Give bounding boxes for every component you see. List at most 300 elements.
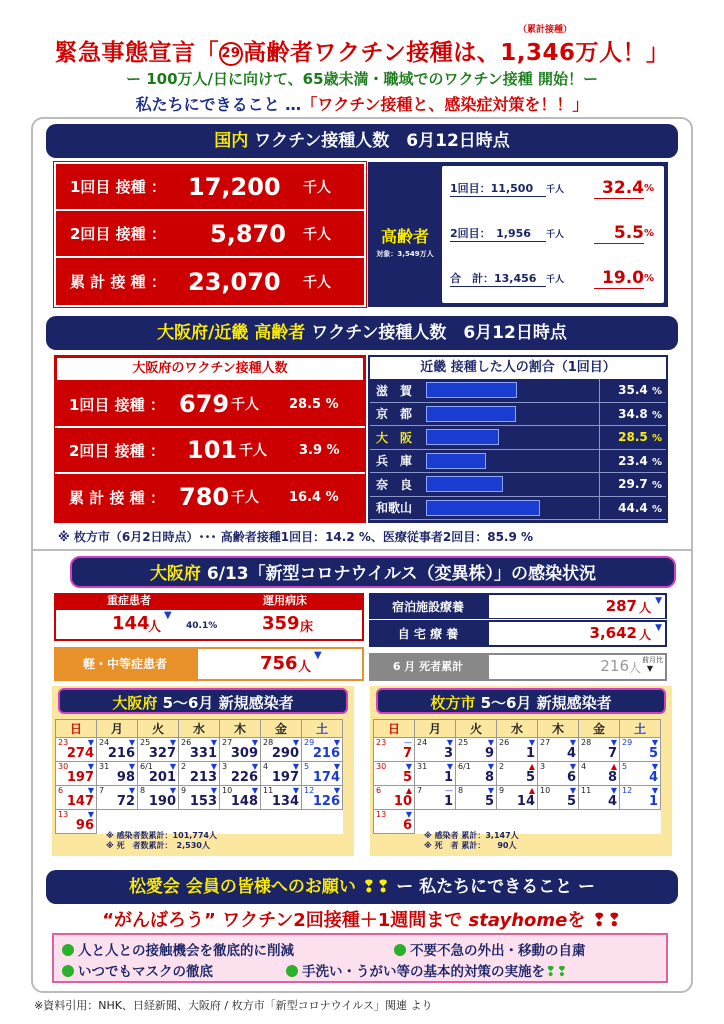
slogan: [52, 906, 672, 932]
osaka-vax-row-value: 679: [179, 390, 230, 418]
day-number: 30: [376, 762, 387, 771]
up-arrow-icon: ▲: [528, 762, 535, 771]
elderly-row-1: [442, 166, 664, 211]
day-case-count: 153: [189, 794, 217, 809]
day-number: 10: [222, 786, 233, 795]
domestic-row-1: [56, 164, 364, 211]
day-case-count: 5: [566, 794, 576, 809]
kinki-pct-unit: %: [651, 503, 662, 515]
calendar-day: [538, 738, 579, 762]
day-number: 24: [417, 738, 428, 747]
domestic-title-rest: ワクチン接種人数 6月12日時点: [254, 131, 510, 151]
down-arrow-icon: ▼: [487, 738, 494, 747]
kinki-row: [370, 450, 666, 474]
day-number: 2: [181, 762, 187, 771]
osaka-vax-row-label: 1回目 接種 ：: [69, 395, 165, 414]
down-arrow-icon: ▼: [169, 738, 176, 747]
headline-pre: 緊急事態宣言「: [54, 40, 219, 66]
down-arrow-icon: ▼: [651, 738, 658, 747]
day-number: 25: [458, 738, 469, 747]
kinki-bar: [426, 382, 517, 398]
domestic-row-unit: 千人: [303, 226, 331, 243]
down-arrow-icon: ▼: [292, 762, 299, 771]
calendar-day: [415, 762, 456, 786]
kinki-bar-track: [426, 473, 600, 496]
down-arrow-icon: ▼: [87, 786, 94, 795]
osaka-vax-row-unit: 千人: [231, 397, 259, 413]
empty-cell: [97, 810, 138, 834]
day-number: 29: [622, 738, 633, 747]
elderly-row-label: 2回目： 1,956: [450, 225, 546, 242]
slogan-italic: stayhome: [468, 910, 568, 931]
mild-unit: 人: [298, 660, 312, 675]
osaka-vax-row-unit: 千人: [239, 443, 267, 459]
empty-cell: [302, 810, 343, 834]
headline-post: 高齢者ワクチン接種は、1,346万人！」: [242, 40, 670, 66]
domestic-row-value: 23,070: [188, 267, 281, 296]
severe-value: 144: [112, 613, 150, 634]
request-item: [286, 960, 568, 980]
kinki-pref-label: 奈 良: [376, 477, 413, 492]
weekday-header: 金: [261, 720, 302, 738]
elderly-row-pct: 19.0: [594, 268, 644, 289]
day-case-count: 309: [230, 746, 258, 761]
osaka-cal-title-yellow: 大阪府: [112, 694, 158, 712]
day-number: 6: [376, 786, 382, 795]
day-number: 11: [581, 786, 592, 795]
calendar-day: [620, 786, 661, 810]
hirakata-calendar: [373, 719, 661, 834]
mild-panel: [54, 647, 364, 681]
day-case-count: 148: [230, 794, 258, 809]
request-item: [62, 939, 294, 959]
day-case-count: 126: [312, 794, 340, 809]
kinki-pref-label: 和歌山: [376, 501, 413, 516]
weekday-header: 月: [97, 720, 138, 738]
osaka-cal-title: [58, 688, 348, 714]
calendar-day: [138, 762, 179, 786]
weekday-header: 水: [179, 720, 220, 738]
weekday-header: 金: [579, 720, 620, 738]
down-arrow-icon: ▼: [128, 738, 135, 747]
empty-cell: [138, 810, 179, 834]
down-arrow-icon: ▼: [164, 610, 172, 621]
hirakata-cal-title-yellow: 枚方市: [430, 694, 476, 712]
domestic-row-label: 1回目 接種 ：: [70, 178, 166, 196]
day-case-count: 8: [484, 770, 494, 785]
calendar-day: [497, 738, 538, 762]
weekday-header: 土: [302, 720, 343, 738]
cumulative-note: （累計接種）: [518, 25, 573, 35]
kinki-pct: 34.8 %: [618, 406, 662, 421]
slogan-pre: “がんばろう” ワクチン2回接種＋1週間まで: [102, 910, 463, 931]
kinki-bar: [426, 429, 499, 445]
day-number: 28: [581, 738, 592, 747]
calendar-day: [456, 738, 497, 762]
day-case-count: 7: [607, 746, 617, 761]
bullet-icon: [394, 944, 406, 956]
kinki-row: [370, 497, 666, 521]
down-arrow-icon: ▼: [314, 650, 322, 661]
day-case-count: 134: [271, 794, 299, 809]
day-number: 23: [376, 738, 387, 747]
exclamation-icon: ❢❢: [361, 877, 391, 897]
elderly-row-label: 1回目：11,500: [450, 180, 546, 197]
day-number: 12: [304, 786, 315, 795]
domestic-row-value: 17,200: [188, 172, 281, 201]
day-case-count: 331: [189, 746, 217, 761]
osaka-vax-row-value: 101: [187, 436, 238, 464]
kinki-bar: [426, 453, 486, 469]
osaka-vax-panel: [54, 355, 366, 523]
day-case-count: 216: [107, 746, 135, 761]
down-arrow-icon: ▼: [87, 762, 94, 771]
osaka-vax-title-yellow: 大阪府/近畿 高齢者: [157, 323, 306, 343]
request-list: [52, 933, 668, 983]
kinki-pct-unit: %: [651, 456, 662, 468]
osaka-calendar: [55, 719, 343, 834]
source-note: ※資料引用：NHK、日経新聞、大阪府 / 枚方市「新型コロナウイルス」関連 より: [34, 999, 433, 1012]
down-arrow-icon: ▼: [655, 623, 662, 633]
kinki-bar-track: [426, 497, 600, 520]
request-item-text: 人と人との接触機会を徹底的に削減: [78, 943, 294, 959]
calendar-day: [374, 786, 415, 810]
day-number: 27: [222, 738, 233, 747]
down-arrow-icon: ▼: [251, 786, 258, 795]
elderly-label-wrap: [372, 224, 438, 259]
down-arrow-icon: ▼: [405, 810, 412, 819]
domestic-row-label: 累 計 接 種 ：: [70, 273, 166, 291]
day-case-count: 5: [484, 794, 494, 809]
day-number: 31: [99, 762, 110, 771]
kinki-bar: [426, 500, 540, 516]
hirakata-cal-note-cases: ※ 感染者 累計：3,147人: [424, 831, 519, 840]
calendar-day: [97, 786, 138, 810]
calendar-day: [220, 762, 261, 786]
down-arrow-icon: ▼: [333, 762, 340, 771]
day-number: 8: [140, 786, 146, 795]
osaka-vax-row-2: [55, 428, 365, 474]
calendar-day: [415, 786, 456, 810]
deaths-panel: [369, 653, 667, 681]
down-arrow-icon: ▼: [569, 786, 576, 795]
osaka-vax-row-unit: 千人: [231, 490, 259, 506]
osaka-cal-note-deaths: ※ 死 者数累計： 2,530人: [106, 841, 210, 850]
up-arrow-icon: ▲: [528, 786, 535, 795]
elderly-row-pct: 5.5: [594, 223, 644, 244]
calendar-day: [97, 738, 138, 762]
slogan-post: を: [567, 910, 586, 931]
kinki-bar: [426, 406, 516, 422]
calendar-day: [497, 762, 538, 786]
deaths-value-box: [489, 655, 665, 679]
elderly-row-pct-unit: %: [644, 228, 655, 239]
infection-title-rest: 6/13「新型コロナウイルス（変異株）」の感染状況: [206, 564, 597, 584]
calendar-day: [456, 786, 497, 810]
day-case-count: 1: [648, 794, 658, 809]
day-case-count: 5: [648, 746, 658, 761]
calendar-day: [538, 762, 579, 786]
domestic-row-value: 5,870: [210, 219, 286, 248]
down-arrow-icon: ▼: [210, 738, 217, 747]
kinki-bar-track: [426, 379, 600, 402]
hotel-value: 287: [605, 596, 637, 615]
day-case-count: 274: [66, 746, 94, 761]
day-number: 26: [181, 738, 192, 747]
severe-unit: 人: [148, 620, 162, 635]
home-value: 3,642: [589, 624, 637, 642]
day-case-count: 197: [66, 770, 94, 785]
kinki-pct: 35.4 %: [618, 383, 662, 398]
calendar-day: [261, 738, 302, 762]
weekday-header: 日: [374, 720, 415, 738]
calendar-day: [579, 762, 620, 786]
beds-value: 359: [262, 613, 300, 634]
osaka-cal-table: [55, 719, 343, 834]
down-arrow-icon: ▼: [569, 738, 576, 747]
sub-headline: ー 100万人/日に向けて、65歳未満・職域でのワクチン接種 開始！ー: [125, 70, 599, 88]
weekday-header: 火: [456, 720, 497, 738]
exclamation-icon: ❢❢: [545, 964, 568, 980]
request-title-yellow: 松愛会 会員の皆様へのお願い: [128, 877, 356, 897]
calendar-day: [620, 738, 661, 762]
elderly-row-pct-unit: %: [644, 273, 655, 284]
weekday-header: 水: [497, 720, 538, 738]
home-label: 自 宅 療 養: [397, 627, 459, 641]
osaka-vax-title-bar: [46, 316, 678, 350]
hirakata-cal-notes: [424, 831, 519, 851]
day-number: 6: [58, 786, 64, 795]
section-divider: [31, 549, 693, 551]
hirakata-footnote: ※ 枚方市（6月2日時点）･･･ 高齢者接種1回目：14.2 %、医療従事者2回目：85.9 %: [58, 530, 534, 544]
day-number: 9: [499, 786, 505, 795]
osaka-vax-header: 大阪府のワクチン接種人数: [57, 358, 363, 380]
day-case-count: 290: [271, 746, 299, 761]
elderly-values-box: [442, 166, 664, 303]
deaths-unit: 人: [628, 661, 641, 675]
mild-value-box: [198, 649, 362, 679]
calendar-day: [56, 762, 97, 786]
elderly-panel: [368, 162, 668, 307]
domestic-row-unit: 千人: [303, 274, 331, 291]
empty-cell: [456, 810, 497, 834]
elderly-row-pct-unit: %: [644, 183, 655, 194]
down-arrow-icon: ▼: [446, 762, 453, 771]
calendar-day: [138, 738, 179, 762]
day-case-count: 190: [148, 794, 176, 809]
weekday-header: 木: [220, 720, 261, 738]
down-arrow-icon: ▼: [487, 762, 494, 771]
day-case-count: 201: [148, 770, 176, 785]
request-item: [394, 939, 586, 959]
tagline-red: 「ワクチン接種と、感染症対策を！！」: [301, 95, 589, 114]
bullet-icon: [286, 965, 298, 977]
calendar-day: [220, 738, 261, 762]
calendar-day: [302, 738, 343, 762]
bullet-icon: [62, 965, 74, 977]
calendar-day: [374, 762, 415, 786]
kinki-bar: [426, 476, 503, 492]
kinki-bar-track: [426, 403, 600, 426]
flat-dash-icon: —: [445, 786, 453, 795]
down-arrow-icon: ▼: [333, 786, 340, 795]
day-case-count: 4: [607, 794, 617, 809]
domestic-row-label: 2回目 接種 ：: [70, 225, 166, 243]
day-number: 25: [140, 738, 151, 747]
day-case-count: 96: [75, 818, 94, 833]
day-number: 4: [581, 762, 587, 771]
day-case-count: 1: [525, 746, 535, 761]
day-number: 12: [622, 786, 633, 795]
day-number: 8: [458, 786, 464, 795]
day-case-count: 98: [116, 770, 135, 785]
down-arrow-icon: ▼: [292, 738, 299, 747]
day-number: 31: [417, 762, 428, 771]
calendar-day: [56, 738, 97, 762]
kinki-pct-unit: %: [651, 386, 662, 398]
deaths-note: 前月比: [642, 656, 663, 664]
down-arrow-icon: ▼: [610, 786, 617, 795]
down-arrow-icon: ▼: [528, 738, 535, 747]
day-number: 5: [304, 762, 310, 771]
down-arrow-icon: ▼: [651, 762, 658, 771]
day-case-count: 6: [566, 770, 576, 785]
day-number: 6/1: [458, 762, 471, 771]
kinki-row: [370, 473, 666, 497]
calendar-day: [415, 738, 456, 762]
day-number: 3: [540, 762, 546, 771]
request-item-text: 不要不急の外出・移動の自粛: [410, 943, 586, 959]
empty-cell: [220, 810, 261, 834]
calendar-day: [138, 786, 179, 810]
day-number: 7: [99, 786, 105, 795]
day-case-count: 213: [189, 770, 217, 785]
elderly-target: 対象：3,549万人: [376, 250, 434, 258]
empty-cell: [620, 810, 661, 834]
day-case-count: 327: [148, 746, 176, 761]
empty-cell: [497, 810, 538, 834]
kinki-row: [370, 379, 666, 403]
up-arrow-icon: ▲: [405, 786, 412, 795]
osaka-cal-note-cases: ※ 感染者数累計：101,774人: [106, 831, 217, 840]
day-case-count: 174: [312, 770, 340, 785]
day-number: 24: [99, 738, 110, 747]
down-arrow-icon: ▼: [87, 738, 94, 747]
day-number: 10: [540, 786, 551, 795]
kinki-pref-label: 兵 庫: [376, 454, 413, 469]
osaka-vax-row-pct: 16.4 %: [289, 489, 339, 505]
headline-circle-number: 29: [219, 42, 243, 66]
kinki-bar-track: [426, 450, 600, 473]
down-arrow-icon: ▼: [210, 762, 217, 771]
osaka-vax-row-pct: 3.9 %: [299, 442, 340, 458]
calendar-day: [56, 810, 97, 834]
day-case-count: 5: [402, 770, 412, 785]
day-case-count: 8: [607, 770, 617, 785]
empty-cell: [538, 810, 579, 834]
day-case-count: 10: [393, 794, 412, 809]
weekday-header: 木: [538, 720, 579, 738]
kinki-row: [370, 403, 666, 427]
down-arrow-icon: ▼: [569, 762, 576, 771]
kinki-pct: 29.7 %: [618, 477, 662, 492]
request-title-rest: ー 私たちにできること ー: [396, 877, 596, 897]
day-case-count: 1: [443, 770, 453, 785]
day-number: 7: [417, 786, 423, 795]
elderly-row-label: 合 計：13,456: [450, 270, 546, 287]
day-number: 3: [222, 762, 228, 771]
empty-cell: [179, 810, 220, 834]
day-number: 9: [181, 786, 187, 795]
kinki-pct-unit: %: [651, 409, 662, 421]
kinki-pct-unit: %: [651, 480, 662, 492]
calendar-day: [302, 786, 343, 810]
down-arrow-icon: ▼: [446, 738, 453, 747]
calendar-day: [497, 786, 538, 810]
kinki-bar-track: [426, 426, 600, 449]
elderly-row-unit: 千人: [546, 185, 565, 195]
day-number: 28: [263, 738, 274, 747]
down-arrow-icon: ▼: [169, 786, 176, 795]
osaka-cal-notes: [106, 831, 217, 851]
deaths-value: 216: [600, 657, 629, 675]
empty-cell: [261, 810, 302, 834]
day-case-count: 5: [525, 770, 535, 785]
home-unit: 人: [638, 628, 651, 642]
kinki-pref-label: 滋 賀: [376, 383, 413, 398]
osaka-vax-row-pct: 28.5 %: [289, 396, 339, 412]
hotel-unit: 人: [638, 600, 651, 615]
osaka-vax-row-3: [55, 474, 365, 520]
beds-label: 運用病床: [263, 594, 307, 607]
down-arrow-icon: ▼: [292, 786, 299, 795]
calendar-day: [538, 786, 579, 810]
infection-title-yellow: 大阪府: [149, 564, 201, 584]
hotel-value-box: [489, 595, 665, 618]
day-case-count: 4: [566, 746, 576, 761]
day-case-count: 72: [116, 794, 135, 809]
flat-dash-icon: —: [404, 738, 412, 747]
osaka-cal-title-rest: 5～6月 新規感染者: [162, 694, 294, 712]
calendar-day: [261, 762, 302, 786]
down-arrow-icon: ▼: [210, 786, 217, 795]
icu-ratio: 40.1%: [186, 621, 218, 631]
osaka-vax-row-value: 780: [179, 483, 230, 511]
empty-cell: [579, 810, 620, 834]
osaka-vax-row-label: 2回目 接種 ：: [69, 441, 165, 460]
down-arrow-icon: ▼: [128, 762, 135, 771]
main-headline: [0, 34, 724, 67]
elderly-row-unit: 千人: [546, 230, 565, 240]
elderly-row-2: [442, 211, 664, 256]
down-arrow-icon: ▼: [87, 810, 94, 819]
domestic-row-unit: 千人: [303, 179, 331, 196]
down-arrow-icon: ▼: [655, 595, 662, 606]
hotel-label: 宿泊施設療養: [391, 599, 464, 614]
domestic-totals-panel: [54, 162, 366, 307]
down-arrow-icon: ▼: [128, 786, 135, 795]
down-arrow-icon: ▼: [487, 786, 494, 795]
home-care-panel: [369, 593, 667, 647]
day-number: 4: [263, 762, 269, 771]
request-item: [62, 960, 213, 980]
day-case-count: 14: [516, 794, 535, 809]
kinki-panel: [368, 355, 668, 523]
elderly-row-pct: 32.4: [594, 178, 644, 199]
infection-title-bar: [70, 556, 676, 588]
calendar-day: [374, 810, 415, 834]
elderly-row-3: [442, 256, 664, 301]
